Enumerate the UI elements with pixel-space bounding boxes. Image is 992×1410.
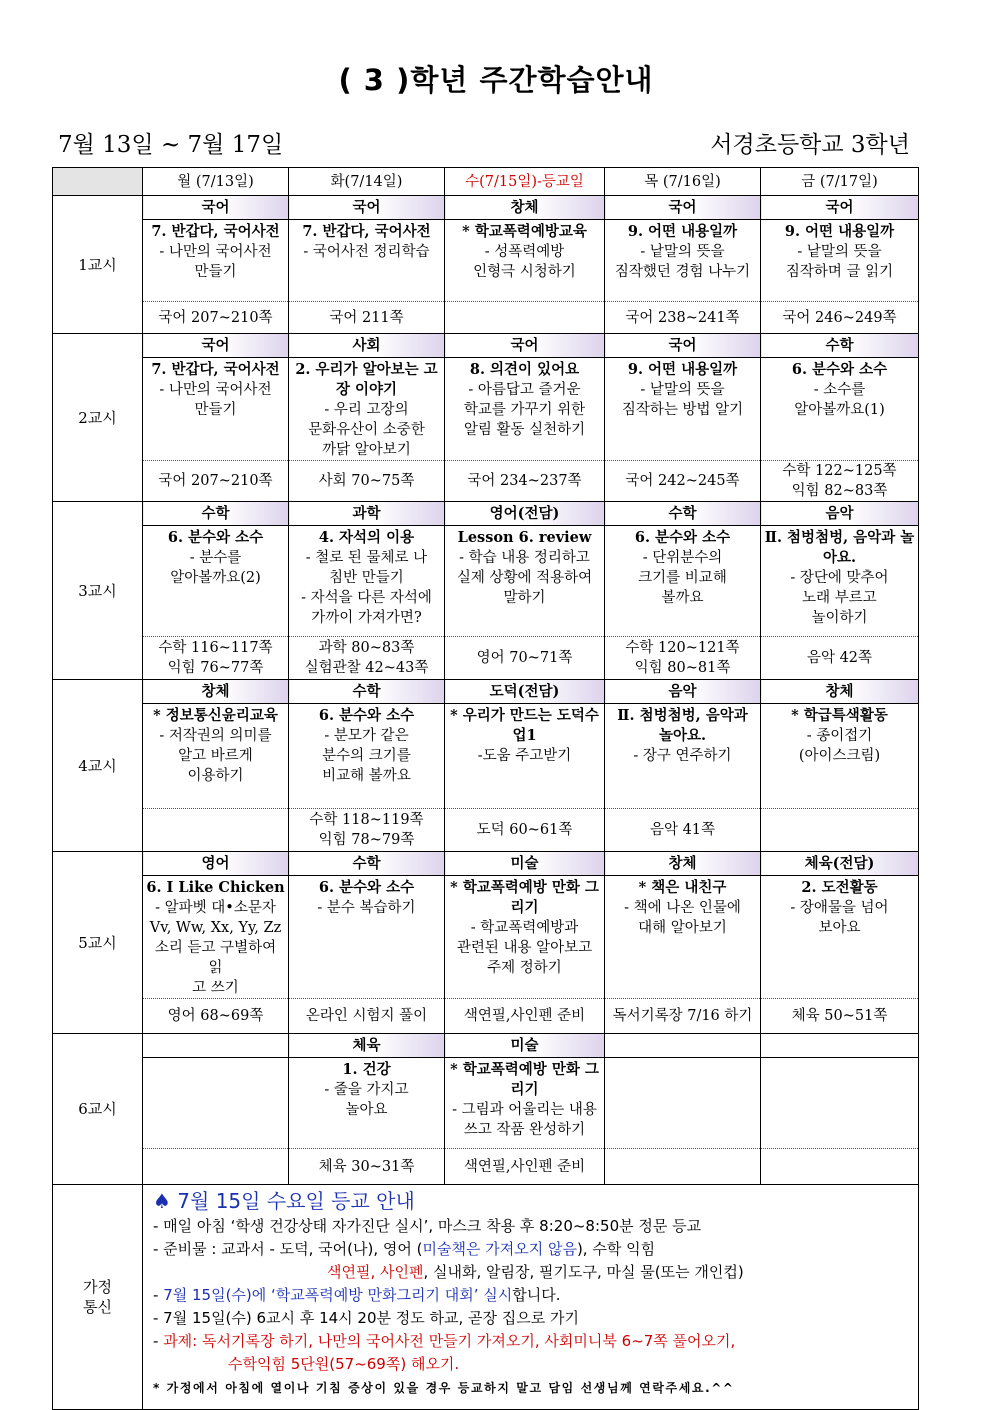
subject-cell <box>761 1034 919 1058</box>
lesson-detail: - 줄을 가지고 <box>324 1082 409 1098</box>
lesson-detail: - 학교폭력예방과 <box>470 920 579 936</box>
lesson-detail: 학교를 가꾸기 위한 <box>463 402 586 418</box>
page-ref: 도덕 60~61쪽 <box>476 822 573 838</box>
period-subject-row <box>53 680 919 704</box>
page-ref: 국어 234~237쪽 <box>467 473 582 489</box>
lesson-detail: - 국어사전 정리학습 <box>303 244 430 260</box>
lesson-detail: 까닭 알아보기 <box>322 442 411 458</box>
page-cell <box>289 809 445 852</box>
lesson-cell <box>143 1058 289 1149</box>
lesson-detail: 관련된 내용 알아보고 <box>456 940 593 956</box>
subject-cell: 영어 <box>143 852 289 876</box>
page-cell <box>289 1149 445 1185</box>
subject-cell: 수학 <box>143 502 289 526</box>
lesson-detail: 알아볼까요(1) <box>794 402 885 418</box>
lesson-cell <box>761 526 919 637</box>
page-ref: 익힘 78~79쪽 <box>318 832 415 848</box>
lesson-detail: 짐작했던 경험 나누기 <box>614 264 751 280</box>
page-ref: 독서기록장 7/16 하기 <box>612 1008 753 1024</box>
lesson-detail: 인형극 시청하기 <box>473 264 576 280</box>
page-ref: 실험관찰 42~43쪽 <box>304 660 429 676</box>
lesson-cell <box>605 220 761 302</box>
period-subject-row <box>53 334 919 358</box>
lesson-detail: - 우리 고장의 <box>324 402 409 418</box>
lesson-title: * 정보통신윤리교육 <box>153 707 278 724</box>
page-cell <box>289 999 445 1034</box>
page-ref: 수학 116~117쪽 <box>158 640 273 656</box>
day-header-fri: 금 (7/17일) <box>761 168 919 196</box>
page-cell <box>143 302 289 334</box>
lesson-detail: - 그림과 어울리는 내용 <box>452 1102 597 1118</box>
lesson-detail: 보아요 <box>818 920 861 936</box>
lesson-title: Ⅱ. 첨벙첨벙, 음악과 놀아요. <box>617 707 748 744</box>
notice-line <box>153 1353 912 1376</box>
lesson-detail: 가까이 가져가면? <box>311 610 422 626</box>
lesson-detail: 주제 정하기 <box>487 960 562 976</box>
page-ref: 음악 42쪽 <box>806 650 873 666</box>
subject-cell: 영어(전담) <box>445 502 605 526</box>
lesson-title: 7. 반갑다, 국어사전 <box>151 361 280 378</box>
lesson-cell <box>761 1058 919 1149</box>
lesson-detail: 알아볼까요(2) <box>170 570 261 586</box>
page-title: ( 3 )학년 주간학습안내 <box>338 63 654 97</box>
subject-cell: 수학 <box>605 502 761 526</box>
lesson-detail: - 낱말의 뜻을 <box>640 382 725 398</box>
lesson-title: 2. 도전활동 <box>801 879 878 896</box>
notice-text: 과제: 독서기록장 하기, 나만의 국어사전 만들기 가져오기, 사회미니북 6~7쪽 풀어오기, <box>163 1332 736 1350</box>
lesson-cell <box>143 358 289 461</box>
lesson-cell <box>761 358 919 461</box>
page-ref: 익힘 80~81쪽 <box>634 660 731 676</box>
lesson-cell <box>761 704 919 809</box>
subject-cell: 사회 <box>289 334 445 358</box>
lesson-title: 6. 분수와 소수 <box>791 361 888 378</box>
subject-cell: 국어 <box>605 196 761 220</box>
period-content-row <box>53 1058 919 1149</box>
lesson-detail: - 낱말의 뜻을 <box>640 244 725 260</box>
lesson-cell <box>143 526 289 637</box>
lesson-cell <box>445 220 605 302</box>
lesson-title: * 학교폭력예방 만화 그리기 <box>450 879 599 916</box>
lesson-detail: 고 쓰기 <box>192 980 239 996</box>
subject-cell: 수학 <box>761 334 919 358</box>
period-page-row <box>53 302 919 334</box>
notice-text: 미술책은 가져오지 않음 <box>422 1240 577 1258</box>
page-cell <box>445 809 605 852</box>
page-ref: 음악 41쪽 <box>649 822 716 838</box>
lesson-detail: - 분수를 <box>189 550 242 566</box>
subject-cell: 국어 <box>143 334 289 358</box>
notice-line <box>153 1215 912 1238</box>
page-ref: 국어 207~210쪽 <box>158 309 273 326</box>
page-ref: 사회 70~75쪽 <box>318 473 415 489</box>
notice-text: 7월 15일(수)에 ‘학교폭력예방 만화그리기 대회’ 실시 <box>163 1286 513 1304</box>
lesson-detail: - 저작권의 의미를 <box>159 728 272 744</box>
page-ref: 색연필,사인펜 준비 <box>463 1158 586 1175</box>
page-ref: 국어 246~249쪽 <box>782 309 897 326</box>
subject-cell: 도덕(전담) <box>445 680 605 704</box>
notice-line <box>153 1376 912 1400</box>
subject-cell: 국어 <box>289 196 445 220</box>
lesson-cell <box>289 220 445 302</box>
notice-text: 합니다. <box>512 1286 561 1304</box>
period-subject-row <box>53 1034 919 1058</box>
notice-row <box>53 1185 919 1410</box>
lesson-detail: 침반 만들기 <box>329 570 404 586</box>
page-cell <box>605 1149 761 1185</box>
page-cell <box>143 999 289 1034</box>
lesson-detail: - 자석을 다른 자석에 <box>301 590 432 606</box>
lesson-title: * 학교폭력예방 만화 그리기 <box>450 1061 599 1098</box>
subject-cell: 창체 <box>761 680 919 704</box>
subject-cell: 음악 <box>605 680 761 704</box>
day-header-wed: 수(7/15일)-등교일 <box>445 168 605 196</box>
lesson-title: 7. 반갑다, 국어사전 <box>302 223 431 240</box>
period-content-row <box>53 526 919 637</box>
lesson-title: 7. 반갑다, 국어사전 <box>151 223 280 240</box>
lesson-detail: 알고 바르게 <box>178 748 253 764</box>
page-cell <box>445 637 605 680</box>
notice-footnote: * 가정에서 아침에 열이나 기침 증상이 있을 경우 등교하지 말고 담임 선생님께 연락주세요.^^ <box>153 1381 735 1395</box>
lesson-title: Lesson 6. review <box>457 529 592 546</box>
lesson-detail: 분수의 크기를 <box>322 748 411 764</box>
page-cell <box>605 809 761 852</box>
lesson-title: 9. 어떤 내용일까 <box>627 223 738 240</box>
period-page-row <box>53 999 919 1034</box>
lesson-detail: 짐작하는 방법 알기 <box>621 402 744 418</box>
notice-text: ), 수학 익힘 <box>576 1240 656 1258</box>
page-cell <box>445 302 605 334</box>
page-ref: 국어 238~241쪽 <box>625 309 740 326</box>
lesson-title: 6. 분수와 소수 <box>318 707 415 724</box>
lesson-detail: 이용하기 <box>187 768 244 784</box>
lesson-cell <box>143 876 289 999</box>
lesson-detail: 볼까요 <box>661 590 704 606</box>
notice-text: - 7월 15일(수) 6교시 후 14시 20분 정도 하교, 곧장 집으로 가기 <box>153 1309 579 1327</box>
page-cell <box>445 1149 605 1185</box>
lesson-detail: 짐작하며 글 읽기 <box>785 264 894 280</box>
notice-text: - 준비물 : 교과서 - 도덕, 국어(나), 영어 ( <box>153 1240 423 1258</box>
header-row <box>53 168 919 196</box>
period-label: 3교시 <box>53 502 143 680</box>
lesson-detail: - 학습 내용 정리하고 <box>459 550 590 566</box>
page-cell <box>445 999 605 1034</box>
lesson-detail: - 책에 나온 인물에 <box>624 900 741 916</box>
lesson-cell <box>445 526 605 637</box>
lesson-detail: - 낱말의 뜻을 <box>797 244 882 260</box>
page-ref: 색연필,사인펜 준비 <box>463 1008 586 1024</box>
lesson-detail: - 단위분수의 <box>642 550 723 566</box>
period-page-row <box>53 461 919 502</box>
period-label: 6교시 <box>53 1034 143 1185</box>
subject-cell: 국어 <box>445 334 605 358</box>
lesson-detail: 비교해 볼까요 <box>322 768 411 784</box>
subject-cell: 미술 <box>445 1034 605 1058</box>
period-label: 1교시 <box>53 196 143 334</box>
lesson-detail: - 나만의 국어사전 <box>159 382 272 398</box>
period-subject-row <box>53 196 919 220</box>
notice-line <box>153 1330 912 1353</box>
page-cell <box>143 461 289 502</box>
lesson-detail: 놀아요 <box>345 1102 388 1118</box>
notice-content <box>143 1185 919 1410</box>
page-cell <box>289 461 445 502</box>
lesson-cell <box>143 704 289 809</box>
page-ref: 익힘 82~83쪽 <box>791 483 888 499</box>
page-ref: 익힘 76~77쪽 <box>167 660 264 676</box>
page-cell <box>143 809 289 852</box>
notice-line <box>153 1284 912 1307</box>
spade-icon: ♠ <box>153 1189 178 1213</box>
subject-cell: 체육 <box>289 1034 445 1058</box>
lesson-detail: 말하기 <box>503 590 546 606</box>
subject-cell: 창체 <box>605 852 761 876</box>
page-ref: 온라인 시험지 풀이 <box>305 1008 428 1024</box>
page-ref: 체육 30~31쪽 <box>318 1158 415 1175</box>
lesson-detail: 놀이하기 <box>811 610 868 626</box>
lesson-cell <box>289 1058 445 1149</box>
lesson-detail: 대해 알아보기 <box>638 920 727 936</box>
page-cell <box>289 302 445 334</box>
subject-cell: 창체 <box>143 680 289 704</box>
date-range: 7월 13일 ~ 7월 17일 <box>58 132 284 158</box>
lesson-detail: (아이스크림) <box>798 748 881 764</box>
lesson-cell <box>445 876 605 999</box>
page-cell <box>761 461 919 502</box>
notice-heading: 7월 15일 수요일 등교 안내 <box>177 1189 415 1213</box>
corner-cell <box>53 168 143 196</box>
notice-label-text: 가정 <box>83 1278 112 1296</box>
lesson-cell <box>605 526 761 637</box>
lesson-detail: - 분모가 같은 <box>324 728 409 744</box>
page-cell <box>605 999 761 1034</box>
lesson-detail: 실제 상황에 적용하여 <box>456 570 593 586</box>
lesson-detail: Vv, Ww, Xx, Yy, Zz <box>149 920 282 936</box>
lesson-cell <box>605 704 761 809</box>
lesson-cell <box>445 1058 605 1149</box>
subject-cell: 창체 <box>445 196 605 220</box>
notice-text: 수학익힘 5단원(57~69쪽) 해오기. <box>228 1355 460 1373</box>
day-header-tue: 화(7/14일) <box>289 168 445 196</box>
day-header-thu: 목 (7/16일) <box>605 168 761 196</box>
lesson-detail: - 소수를 <box>813 382 866 398</box>
lesson-title: Ⅱ. 첨벙첨벙, 음악과 놀아요. <box>764 529 915 566</box>
lesson-cell <box>605 358 761 461</box>
lesson-title: 4. 자석의 이용 <box>318 529 415 546</box>
lesson-detail: - 장단에 맞추어 <box>790 570 889 586</box>
subject-cell: 체육(전담) <box>761 852 919 876</box>
lesson-detail: - 철로 된 물체로 나 <box>305 550 428 566</box>
page-ref: 국어 242~245쪽 <box>625 473 740 489</box>
weekly-timetable <box>52 167 919 1410</box>
page-cell <box>605 302 761 334</box>
notice-line <box>153 1187 912 1215</box>
period-label: 4교시 <box>53 680 143 852</box>
lesson-cell <box>289 704 445 809</box>
notice-text: - <box>153 1332 164 1350</box>
period-label: 2교시 <box>53 334 143 502</box>
notice-text: - 매일 아침 ‘학생 건강상태 자가진단 실시’, 마스크 착용 후 8:20~8:50분 정문 등교 <box>153 1217 702 1235</box>
lesson-cell <box>445 358 605 461</box>
period-content-row <box>53 704 919 809</box>
lesson-detail: - 종이접기 <box>806 728 873 744</box>
lesson-cell <box>761 220 919 302</box>
lesson-detail: - 장구 연주하기 <box>633 748 732 764</box>
lesson-cell <box>143 220 289 302</box>
page-ref: 수학 122~125쪽 <box>782 463 897 479</box>
period-page-row <box>53 1149 919 1185</box>
lesson-detail: - 아름답고 즐거운 <box>468 382 581 398</box>
subject-cell: 수학 <box>289 680 445 704</box>
lesson-detail: 크기를 비교해 <box>638 570 727 586</box>
page-ref: 국어 211쪽 <box>329 309 404 326</box>
notice-text: , 실내화, 알림장, 필기도구, 마실 물(또는 개인컵) <box>423 1263 744 1281</box>
lesson-detail: 만들기 <box>194 402 237 418</box>
period-subject-row <box>53 502 919 526</box>
page-ref: 영어 70~71쪽 <box>476 650 573 666</box>
lesson-cell <box>605 1058 761 1149</box>
lesson-cell <box>761 876 919 999</box>
lesson-detail: 쓰고 작품 완성하기 <box>463 1122 586 1138</box>
lesson-title: 6. 분수와 소수 <box>634 529 731 546</box>
lesson-title: 9. 어떤 내용일까 <box>784 223 895 240</box>
lesson-cell <box>289 876 445 999</box>
period-page-row <box>53 637 919 680</box>
page-cell <box>143 1149 289 1185</box>
subject-cell: 과학 <box>289 502 445 526</box>
period-content-row <box>53 876 919 999</box>
school-name: 서경초등학교 3학년 <box>710 132 910 158</box>
lesson-detail: - 알파벳 대•소문자 <box>155 900 276 916</box>
lesson-detail: - 성폭력예방 <box>484 244 565 260</box>
subject-cell <box>143 1034 289 1058</box>
notice-line <box>153 1307 912 1330</box>
subject-cell <box>605 1034 761 1058</box>
period-label: 5교시 <box>53 852 143 1034</box>
page-ref: 수학 120~121쪽 <box>625 640 740 656</box>
lesson-detail: 소리 듣고 구별하여 읽 <box>154 940 277 976</box>
lesson-cell <box>605 876 761 999</box>
lesson-detail: - 나만의 국어사전 <box>159 244 272 260</box>
lesson-detail: -도움 주고받기 <box>477 748 572 764</box>
notice-label <box>53 1185 143 1410</box>
period-content-row <box>53 358 919 461</box>
lesson-detail: 만들기 <box>194 264 237 280</box>
lesson-title: 6. I Like Chicken <box>146 879 285 896</box>
lesson-title: 6. 분수와 소수 <box>167 529 264 546</box>
page-ref: 과학 80~83쪽 <box>318 640 415 656</box>
notice-label-text: 통신 <box>83 1298 112 1316</box>
notice-line <box>153 1238 912 1261</box>
lesson-detail: 문화유산이 소중한 <box>308 422 425 438</box>
notice-line <box>153 1261 912 1284</box>
subject-cell: 음악 <box>761 502 919 526</box>
lesson-title: * 책은 내친구 <box>638 879 727 896</box>
page-cell <box>761 302 919 334</box>
page-cell <box>605 461 761 502</box>
lesson-title: * 학교폭력예방교육 <box>462 223 587 240</box>
lesson-cell <box>289 358 445 461</box>
page-ref: 영어 68~69쪽 <box>167 1008 264 1024</box>
day-header-mon: 월 (7/13일) <box>143 168 289 196</box>
page-ref: 국어 207~210쪽 <box>158 473 273 489</box>
subject-cell: 국어 <box>605 334 761 358</box>
page-cell <box>761 1149 919 1185</box>
lesson-title: 2. 우리가 알아보는 고장 이야기 <box>295 361 438 398</box>
page-ref: 체육 50~51쪽 <box>791 1008 888 1024</box>
lesson-title: 6. 분수와 소수 <box>318 879 415 896</box>
lesson-detail: 노래 부르고 <box>802 590 877 606</box>
lesson-detail: 알림 활동 실천하기 <box>463 422 586 438</box>
page-cell <box>289 637 445 680</box>
period-page-row <box>53 809 919 852</box>
lesson-detail: - 장애물을 넘어 <box>790 900 889 916</box>
notice-text: 색연필, 사인펜 <box>327 1263 424 1281</box>
subject-cell: 국어 <box>761 196 919 220</box>
period-subject-row <box>53 852 919 876</box>
subject-cell: 국어 <box>143 196 289 220</box>
lesson-title: * 우리가 만드는 도덕수업1 <box>450 707 599 744</box>
lesson-title: 8. 의견이 있어요 <box>469 361 580 378</box>
page-cell <box>761 809 919 852</box>
page-cell <box>761 999 919 1034</box>
lesson-title: 1. 건강 <box>342 1061 391 1078</box>
subject-cell: 수학 <box>289 852 445 876</box>
page-cell <box>445 461 605 502</box>
page-cell <box>761 637 919 680</box>
lesson-title: * 학급특색활동 <box>791 707 888 724</box>
period-content-row <box>53 220 919 302</box>
lesson-title: 9. 어떤 내용일까 <box>627 361 738 378</box>
notice-text: - <box>153 1286 164 1304</box>
page-cell <box>143 637 289 680</box>
timetable-body <box>53 168 919 1410</box>
lesson-cell <box>289 526 445 637</box>
page-cell <box>605 637 761 680</box>
lesson-detail: - 분수 복습하기 <box>317 900 416 916</box>
page-ref: 수학 118~119쪽 <box>309 812 424 828</box>
subject-cell: 미술 <box>445 852 605 876</box>
lesson-cell <box>445 704 605 809</box>
